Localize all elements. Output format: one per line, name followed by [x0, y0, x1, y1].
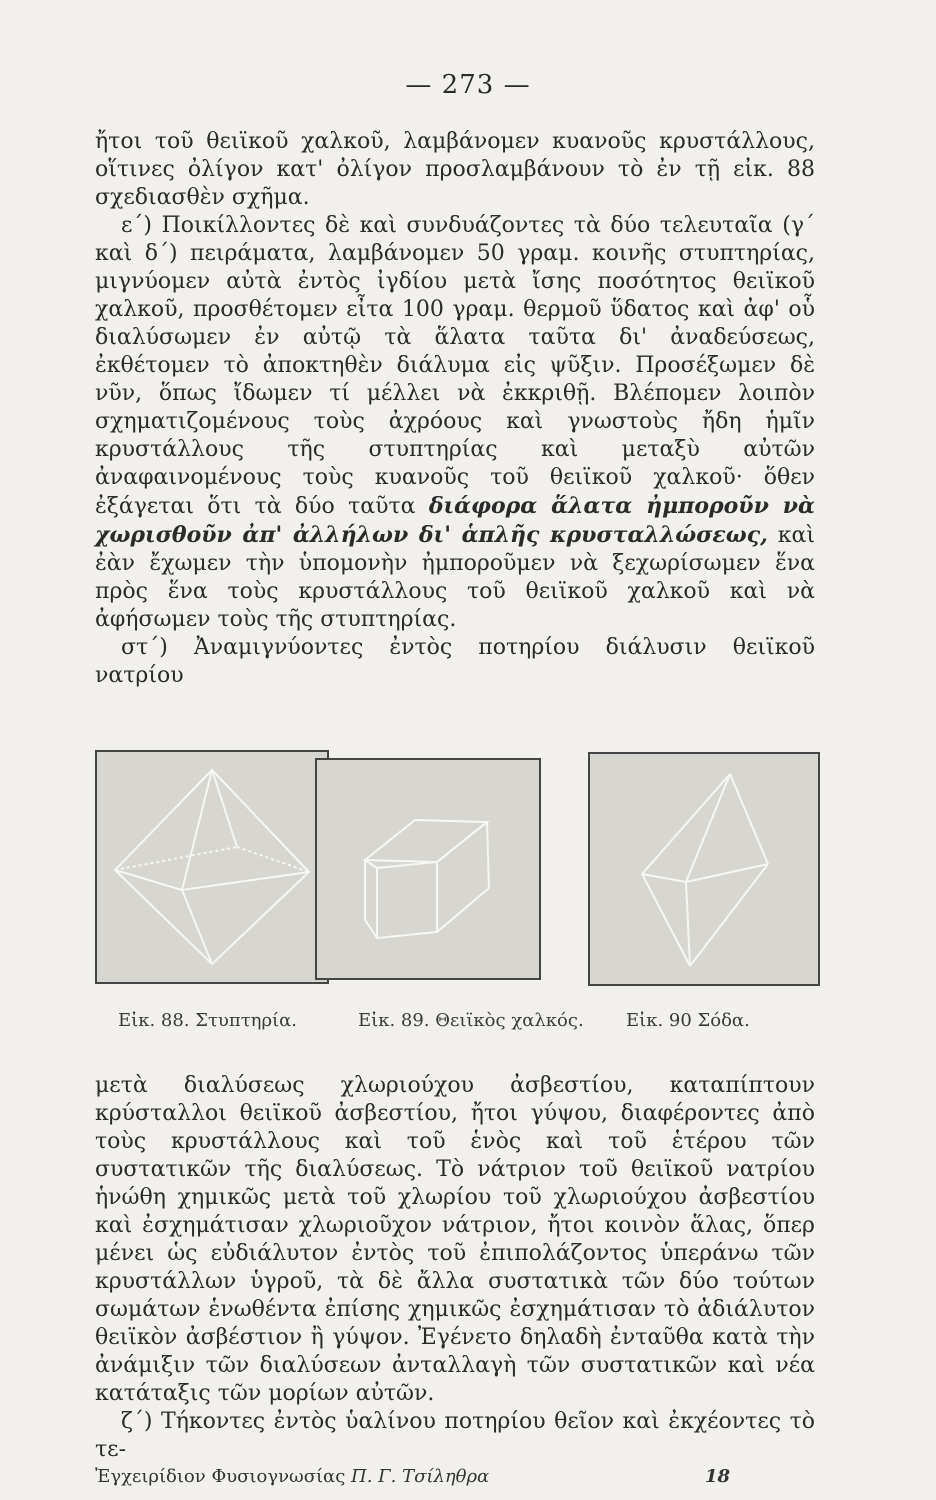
bold-phrase: διάφορα ἅλατα ἠμποροῦν νὰ χωρισθοῦν ἀπ' ἀλλήλων δι' ἁπλῆς κρυσταλλώσεως, [95, 493, 815, 548]
text-block-bottom [95, 1072, 815, 1464]
footer-book-title: Ἐγχειρίδιον Φυσιογνωσίας [95, 1466, 346, 1487]
caption-fig88: Εἰκ. 88. Στυπτηρία. [118, 1010, 297, 1031]
bipyramid-drawing [590, 754, 818, 984]
paragraph: ἤτοι τοῦ θειϊκοῦ χαλκοῦ, λαμβάνομεν κυανοῦς κρυστάλλους, οἵτινες ὀλίγον κατ' ὀλίγον προσλαμβάνουν τὸ ἐν τῇ εἰκ. 88 σχεδιασθὲν σχῆμα. [95, 129, 815, 210]
text-block-top [95, 128, 815, 690]
octahedron-drawing [97, 752, 327, 982]
prism-drawing [317, 760, 539, 978]
footer-signature: 18 [704, 1466, 730, 1487]
paragraph-text: ε΄) Ποικίλλοντες δὲ καὶ συνδυάζοντες τὰ δύο τελευταῖα (γ΄ καὶ δ΄) πειράματα, λαμβάνομεν 50 γραμ. κοινῆς στυπτηρίας, μιγνύομεν αὐτὰ ἐντὸς ἰγδίου μετὰ ἴσης ποσότητος θειϊκοῦ χαλκοῦ, προσθέτομεν εἶτα 100 γραμ. θερμοῦ ὕδατος καὶ ἀφ' οὗ διαλύσωμεν ἐν αὐτῷ τὰ ἅλατα ταῦτα δι' ἀναδεύσεως, ἐκθέτομεν τὸ ἀποκτηθὲν διάλυμα εἰς ψῦξιν. Προσέξωμεν δὲ νῦν, ὅπως ἴδωμεν τί μέλλει νὰ ἐκκριθῇ. Βλέπομεν λοιπὸν σχηματιζομένους τοὺς ἀχρόους καὶ γνωστοὺς ἤδη ἡμῖν κρυστάλλους τῆς στυπτηρίας καὶ μεταξὺ αὐτῶν ἀναφαινομένους τοὺς κυανοῦς τοῦ θειϊκοῦ χαλκοῦ· ὅθεν ἐξάγεται ὅτι τὰ δύο ταῦτα [95, 213, 815, 519]
page-footer [95, 1466, 815, 1487]
figure-alum-crystal [95, 750, 329, 984]
figure-soda-crystal [588, 752, 820, 986]
caption-fig90: Εἰκ. 90 Σόδα. [626, 1010, 750, 1031]
footer-author: Π. Γ. Τσίληθρα [351, 1466, 490, 1487]
paragraph-st: στ΄) Ἀναμιγνύοντες ἐντὸς ποτηρίου διάλυσιν θειϊκοῦ νατρίου [95, 635, 815, 688]
paragraph: μετὰ διαλύσεως χλωριούχου ἀσβεστίου, καταπίπτουν κρύσταλλοι θειϊκοῦ ἀσβεστίου, ἤτοι γύψου, διαφέροντες ἀπὸ τοὺς κρυστάλλους καὶ τοῦ ἑνὸς καὶ τοῦ ἑτέρου τῶν συστατικῶν τῆς διαλύσεως. Τὸ νάτριον τοῦ θειϊκοῦ νατρίου ἡνώθη χημικῶς μετὰ τοῦ χλωρίου τοῦ χλωριούχου ἀσβεστίου καὶ ἐσχημάτισαν χλωριοῦχον νάτριον, ἤτοι κοινὸν ἅλας, ὅπερ μένει ὡς εὐδιάλυτον ἐντὸς τοῦ ἐπιπολάζοντος ὑπεράνω τῶν κρυστάλλων ὑγροῦ, τὰ δὲ ἄλλα συστατικὰ τῶν δύο τούτων σωμάτων ἑνωθέντα ἐπίσης χημικῶς ἐσχημάτισαν τὸ ἀδιάλυτον θειϊκὸν ἀσβέστιον ἢ γύψον. Ἐγένετο δηλαδὴ ἐνταῦθα κατὰ τὴν ἀνάμιξιν τῶν διαλύσεων ἀνταλλαγὴ τῶν συστατικῶν καὶ νέα κατάταξις τῶν μορίων αὐτῶν. [95, 1073, 815, 1406]
page-number: — 273 — [405, 70, 531, 100]
caption-fig89: Εἰκ. 89. Θειϊκὸς χαλκός. [358, 1010, 584, 1031]
paragraph-e [95, 212, 815, 634]
paragraph-text-end: καὶ ἐὰν ἔχωμεν τὴν ὑπομονὴν ἠμποροῦμεν νὰ ξεχωρίσωμεν ἕνα πρὸς ἕνα τοὺς κρυστάλλους τοῦ θειϊκοῦ χαλκοῦ καὶ νὰ ἀφήσωμεν τοὺς τῆς στυπτηρίας. [95, 523, 816, 632]
figure-copper-sulfate-crystal [315, 758, 541, 980]
paragraph-z: ζ΄) Τήκοντες ἐντὸς ὑαλίνου ποτηρίου θεῖον καὶ ἐκχέοντες τὸ τε- [95, 1409, 815, 1462]
